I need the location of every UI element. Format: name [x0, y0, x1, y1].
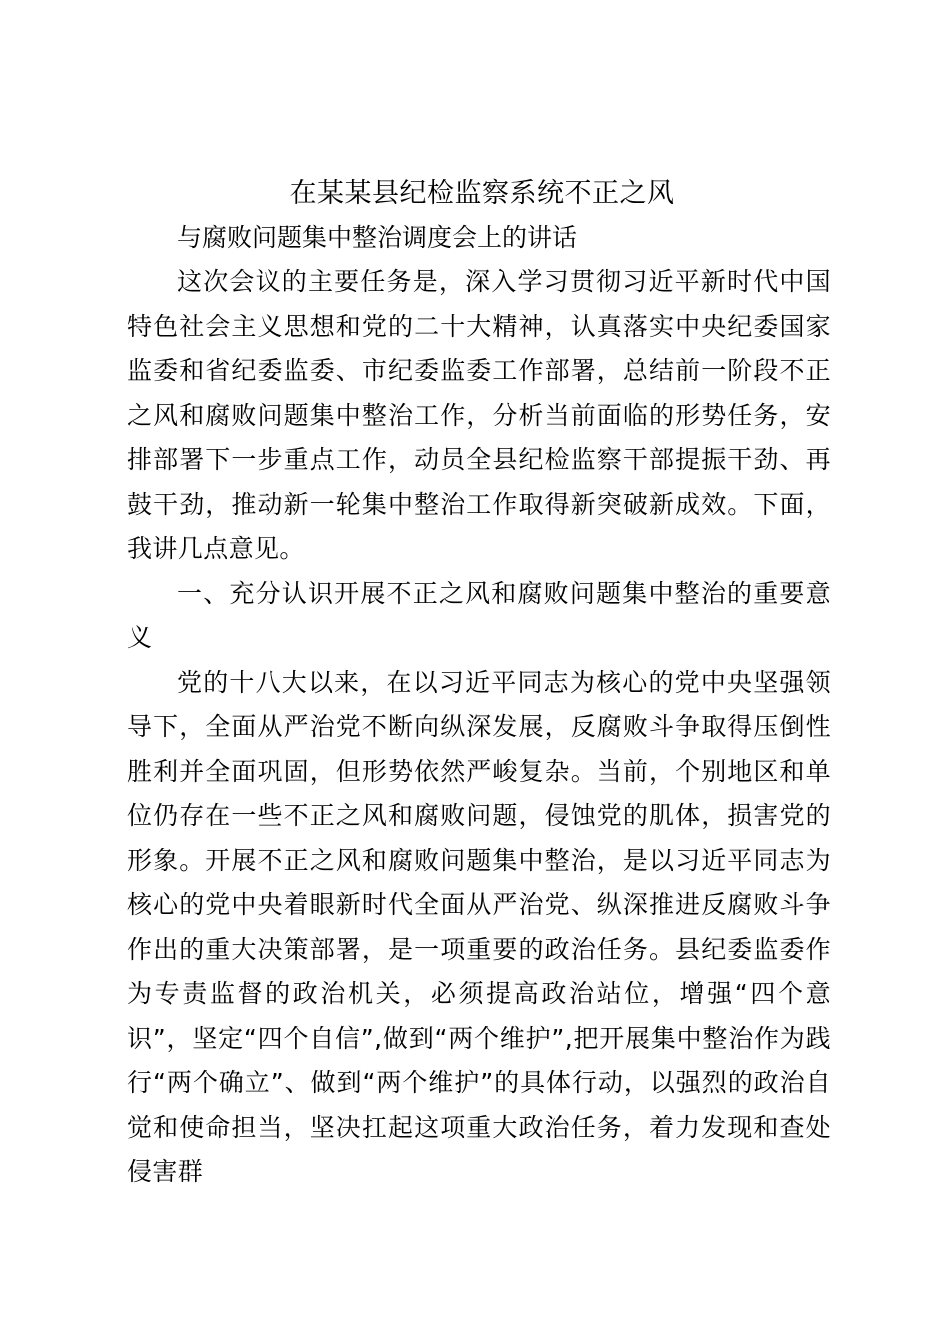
document-subtitle: 与腐败问题集中整治调度会上的讲话 [177, 223, 578, 252]
document-body [127, 172, 831, 1195]
intro-paragraph: 这次会议的主要任务是，深入学习贯彻习近平新时代中国特色社会主义思想和党的二十大精神，认真落实中央纪委国家监委和省纪委监委、市纪委监委工作部署，总结前一阶段不正之风和腐败问题集中整治工作，分析当前面临的形势任务，安排部署下一步重点工作，动员全县纪检监察干部提振干劲、再鼓干劲，推动新一轮集中整治工作取得新突破新成效。下面，我讲几点意见。 [127, 267, 831, 563]
section-heading: 一、充分认识开展不正之风和腐败问题集中整治的重要意义 [127, 578, 831, 652]
document-title: 在某某县纪检监察系统不正之风 [289, 178, 675, 209]
body-paragraph: 党的十八大以来，在以习近平同志为核心的党中央坚强领导下，全面从严治党不断向纵深发展，反腐败斗争取得压倒性胜利并全面巩固，但形势依然严峻复杂。当前，个别地区和单位仍存在一些不正之风和腐败问题，侵蚀党的肌体，损害党的形象。开展不正之风和腐败问题集中整治，是以习近平同志为核心的党中央着眼新时代全面从严治党、纵深推进反腐败斗争作出的重大决策部署，是一项重要的政治任务。县纪委监委作为专责监督的政治机关，必须提高政治站位，增强“四个意识”，坚定“四个自信”,做到“两个维护”,把开展集中整治作为践行“两个确立”、做到“两个维护”的具体行动，以强烈的政治自觉和使命担当，坚决扛起这项重大政治任务，着力发现和查处侵害群 [127, 667, 831, 1186]
